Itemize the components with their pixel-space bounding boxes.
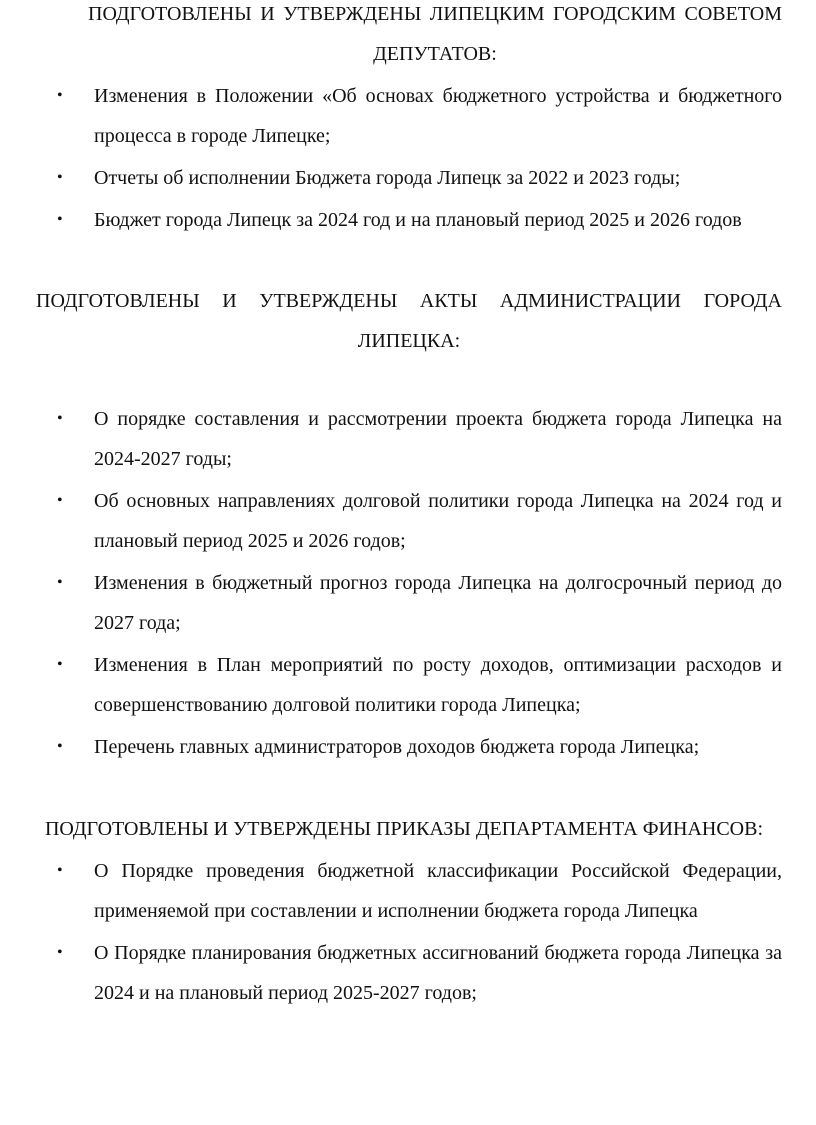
list-item-text: О Порядке проведения бюджетной классификации Российской Федерации, применяемой при составлении и исполнении бюджета города Липецка — [94, 860, 782, 922]
bullet-icon: • — [57, 656, 63, 673]
bullet-icon: • — [57, 574, 63, 591]
bullet-icon: • — [57, 169, 63, 186]
list-item — [36, 851, 782, 931]
list-item — [36, 563, 782, 643]
section2-list — [36, 399, 782, 767]
list-item-text: Изменения в Положении «Об основах бюджетного устройства и бюджетного процесса в городе Липецке; — [94, 85, 782, 147]
section3-heading: ПОДГОТОВЛЕНЫ И УТВЕРЖДЕНЫ ПРИКАЗЫ ДЕПАРТАМЕНТА ФИНАНСОВ: — [44, 818, 764, 840]
list-item-text: Перечень главных администраторов доходов бюджета города Липецка; — [94, 736, 700, 758]
bullet-icon: • — [57, 410, 63, 427]
list-item-text: О Порядке планирования бюджетных ассигнований бюджета города Липецка за 2024 и на плановый период 2025-2027 годов; — [94, 942, 782, 1004]
list-item-text: Бюджет города Липецк за 2024 год и на плановый период 2025 и 2026 годов — [94, 209, 742, 231]
list-item — [36, 158, 782, 198]
list-item — [36, 645, 782, 725]
list-item-text: О порядке составления и рассмотрении проекта бюджета города Липецка на 2024-2027 годы; — [94, 408, 782, 470]
list-item — [36, 933, 782, 1013]
list-item-text: Об основных направлениях долговой политики города Липецка на 2024 год и плановый период 2025 и 2026 годов; — [94, 490, 782, 552]
section1-heading: ПОДГОТОВЛЕНЫ И УТВЕРЖДЕНЫ ЛИПЕЦКИМ ГОРОДСКИМ СОВЕТОМ ДЕПУТАТОВ: — [88, 3, 782, 65]
bullet-icon: • — [57, 738, 63, 755]
list-item — [36, 76, 782, 156]
list-item-text: Изменения в бюджетный прогноз города Липецка на долгосрочный период до 2027 года; — [94, 572, 782, 634]
bullet-icon: • — [57, 87, 63, 104]
list-item-text: Отчеты об исполнении Бюджета города Липецк за 2022 и 2023 годы; — [94, 167, 681, 189]
list-item-text: Изменения в План мероприятий по росту доходов, оптимизации расходов и совершенствованию долговой политики города Липецка; — [94, 654, 782, 716]
list-item — [36, 200, 782, 240]
section2-heading: ПОДГОТОВЛЕНЫ И УТВЕРЖДЕНЫ АКТЫ АДМИНИСТРАЦИИ ГОРОДА ЛИПЕЦКА: — [36, 290, 782, 352]
list-item — [36, 481, 782, 561]
section1-list — [36, 76, 782, 240]
bullet-icon: • — [57, 211, 63, 228]
section3-list — [36, 851, 782, 1013]
list-item — [36, 399, 782, 479]
list-item — [36, 727, 782, 767]
bullet-icon: • — [57, 492, 63, 509]
bullet-icon: • — [57, 944, 63, 961]
bullet-icon: • — [57, 862, 63, 879]
